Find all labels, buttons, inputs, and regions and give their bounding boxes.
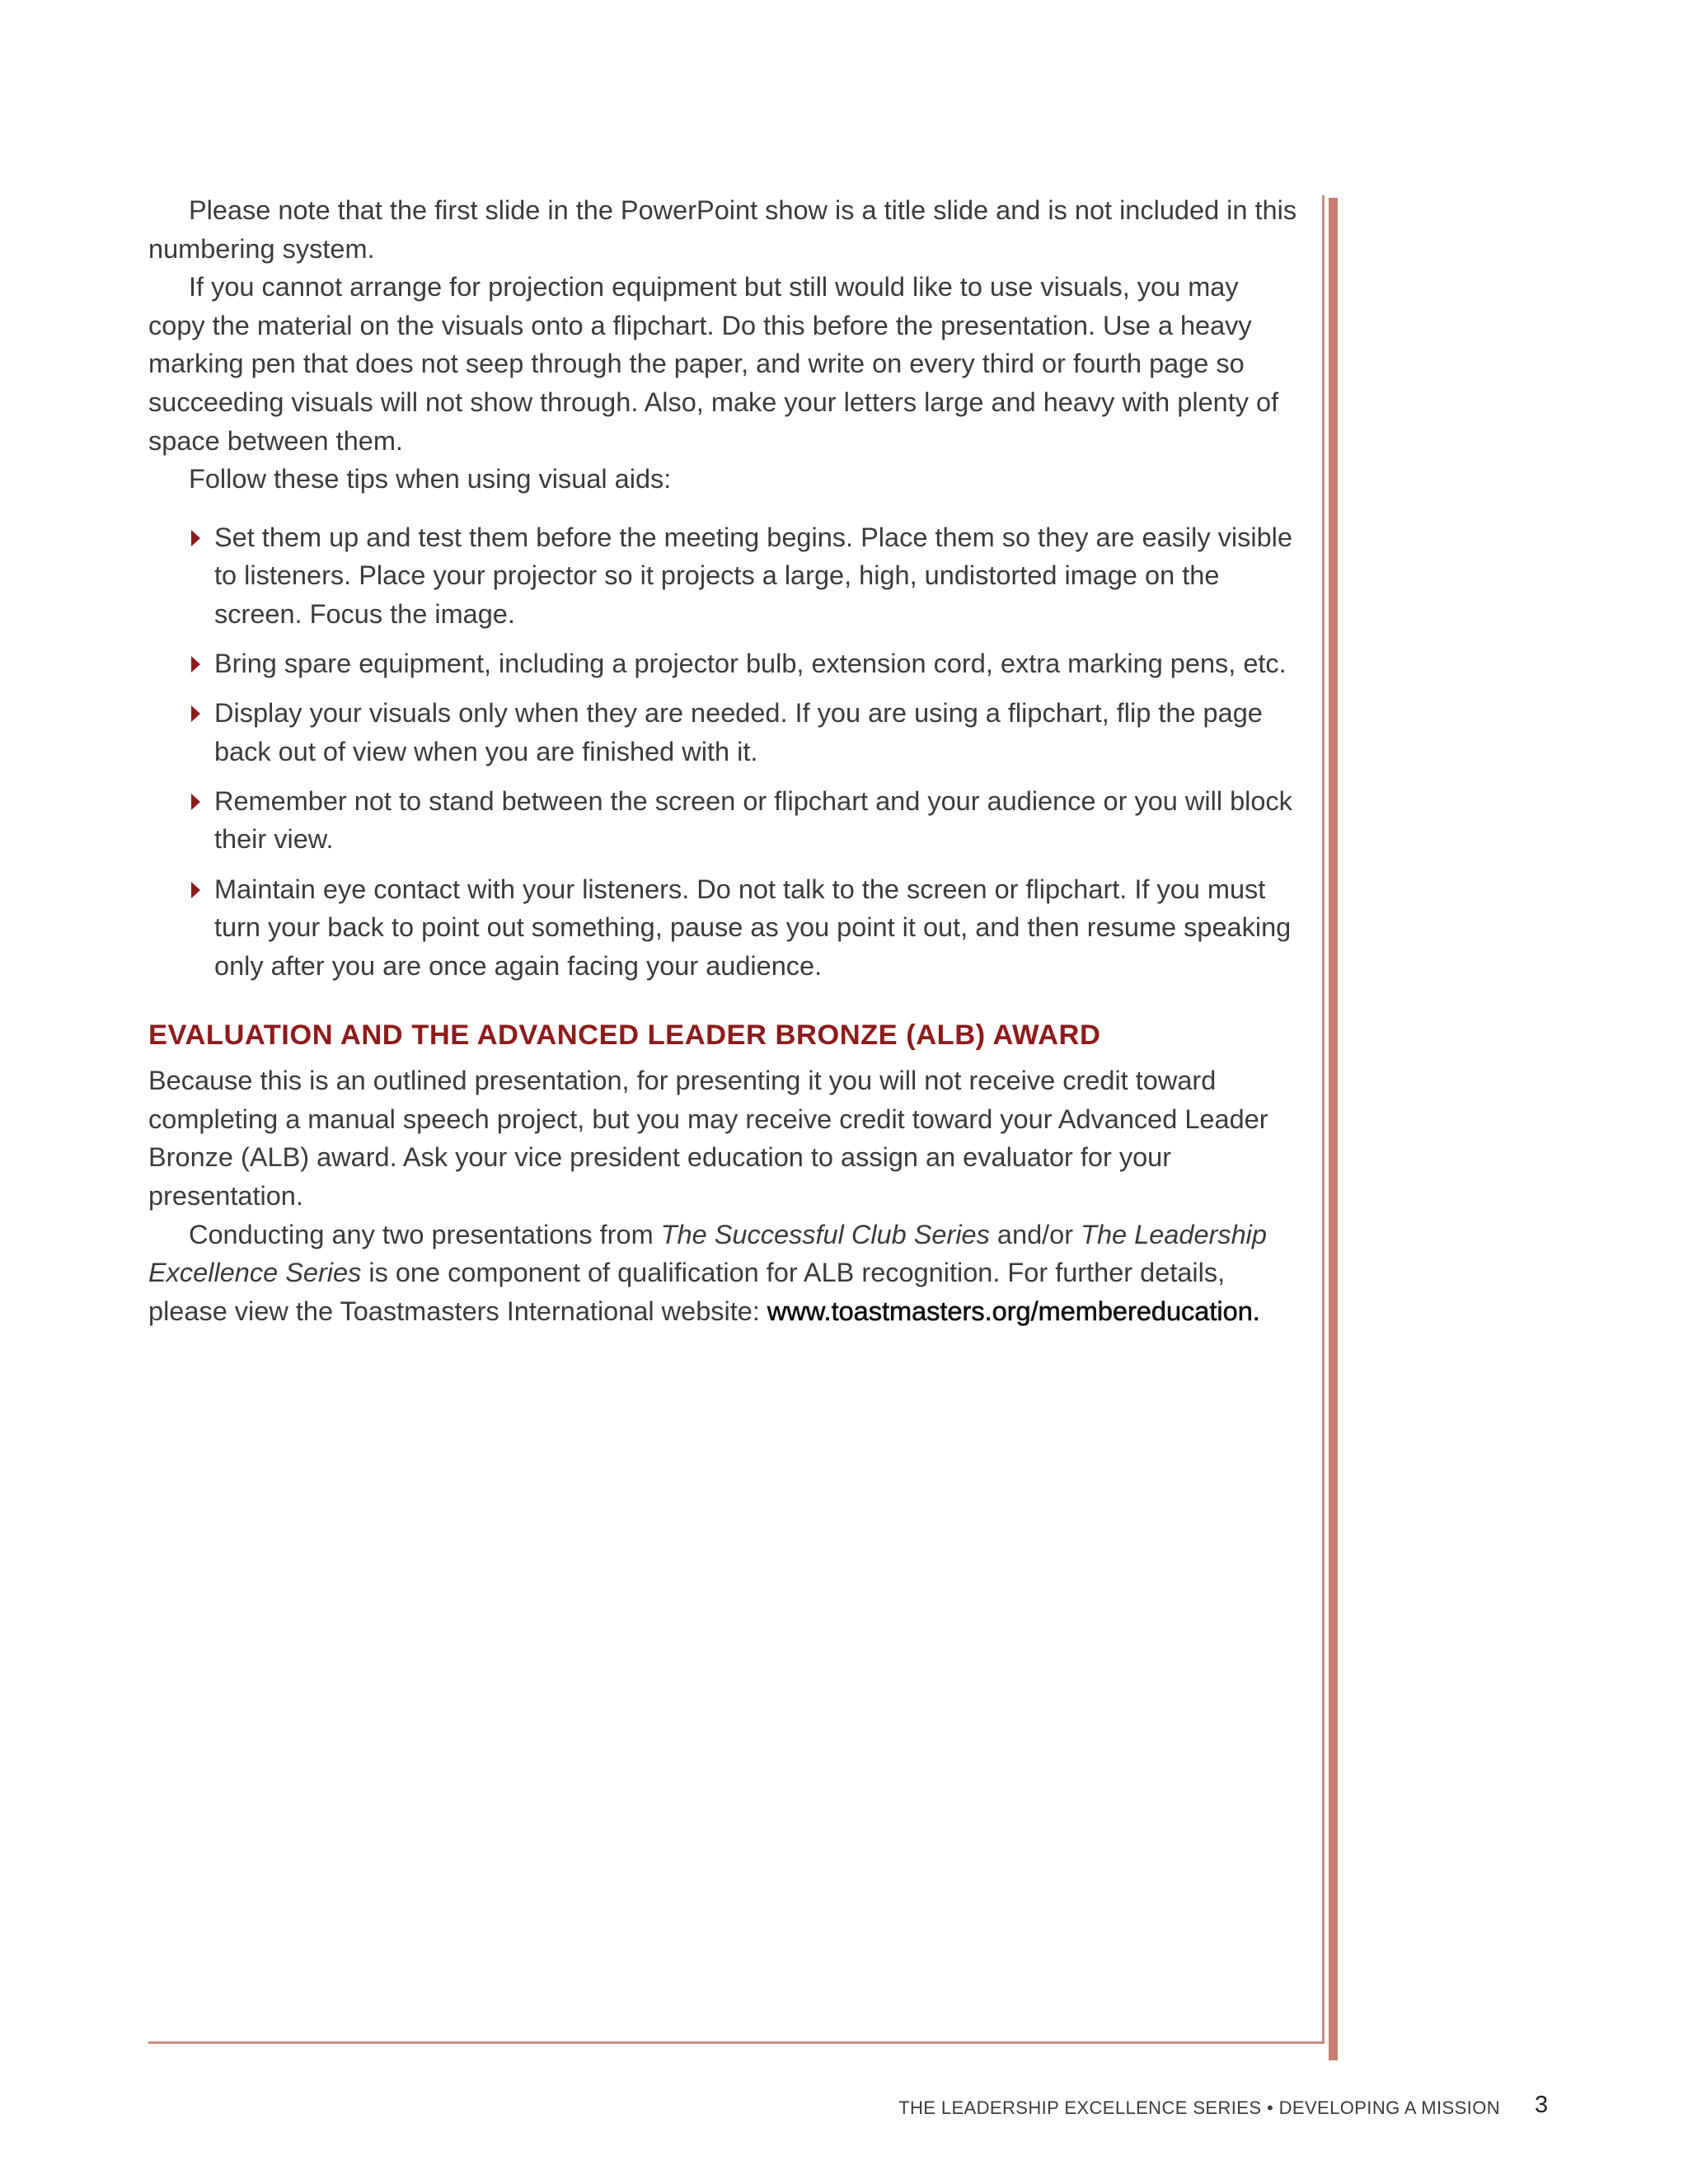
series-title-successful-club: The Successful Club Series: [660, 1219, 990, 1249]
membereducation-link[interactable]: www.toastmasters.org/membereducation.: [767, 1296, 1260, 1326]
footer-document-title: DEVELOPING A MISSION: [1278, 2097, 1500, 2118]
tip-text: Remember not to stand between the screen or flipchart and your audience or you will block their view.: [214, 785, 1292, 855]
series-title-leadership-excellence: The Leadership Excellence Series: [148, 1219, 1267, 1288]
paragraph-title-slide-note: Please note that the first slide in the PowerPoint show is a title slide and is not included in this numbering system.: [148, 195, 1297, 264]
paragraph-alb-qualification: [148, 1216, 1298, 1331]
tip-text: Bring spare equipment, including a projector bulb, extension cord, extra marking pens, etc.: [214, 649, 1287, 679]
list-item: [148, 518, 1298, 634]
page-footer: [0, 2094, 1688, 2127]
page-number: 3: [1535, 2092, 1549, 2118]
list-item: [148, 644, 1298, 683]
main-content: [148, 191, 1298, 1330]
triangle-bullet-icon: [191, 794, 200, 810]
footer-separator: •: [1261, 2097, 1279, 2118]
triangle-bullet-icon: [191, 530, 200, 546]
tip-text: Display your visuals only when they are needed. If you are using a flipchart, flip the page back out of view when you are finished with it.: [214, 698, 1263, 766]
paragraph-evaluation-credit: Because this is an outlined presentation, for presenting it you will not receive credit toward completing a manual speech project, but you may receive credit toward your Advanced Leader Bronze (ALB) award. Ask your vice president education to assign an evaluator for your presentation.: [148, 1066, 1268, 1212]
text-run: is one component of qualification for ALB recognition. For further details, please view the Toastmasters International website:: [148, 1258, 1226, 1326]
tip-text: Maintain eye contact with your listeners. Do not talk to the screen or flipchart. If you must turn your back to point out something, pause as you point it out, and then resume speaking only after you are once again facing your audience.: [214, 874, 1292, 981]
paragraph-tips-intro: Follow these tips when using visual aids:: [189, 464, 672, 494]
footer-series-name: THE LEADERSHIP EXCELLENCE SERIES: [898, 2097, 1262, 2118]
list-item: [148, 782, 1298, 859]
tips-list: [148, 518, 1298, 986]
paragraph-flipchart: If you cannot arrange for projection equipment but still would like to use visuals, you may copy the material on the visuals onto a flipchart. Do this before the presentation. Use a heavy marking pen that does not seep through the paper, and write on every third or fourth page so succeeding visuals will not show through. Also, make your letters large and heavy with plenty of space between them.: [148, 272, 1279, 456]
page-frame-accent-bar: [1329, 198, 1338, 2060]
triangle-bullet-icon: [191, 656, 200, 673]
section-heading-evaluation: EVALUATION AND THE ADVANCED LEADER BRONZE (ALB) AWARD: [148, 1019, 1101, 1052]
footer-running-title: [898, 2097, 1500, 2119]
triangle-bullet-icon: [191, 882, 200, 898]
text-run: Conducting any two presentations from: [189, 1219, 661, 1249]
tip-text: Set them up and test them before the meeting begins. Place them so they are easily visible to listeners. Place your projector so it projects a large, high, undistorted image on the screen. Focus the image.: [214, 522, 1292, 629]
list-item: [148, 870, 1298, 986]
triangle-bullet-icon: [191, 705, 200, 722]
list-item: [148, 694, 1298, 771]
text-run: and/or: [989, 1219, 1081, 1249]
